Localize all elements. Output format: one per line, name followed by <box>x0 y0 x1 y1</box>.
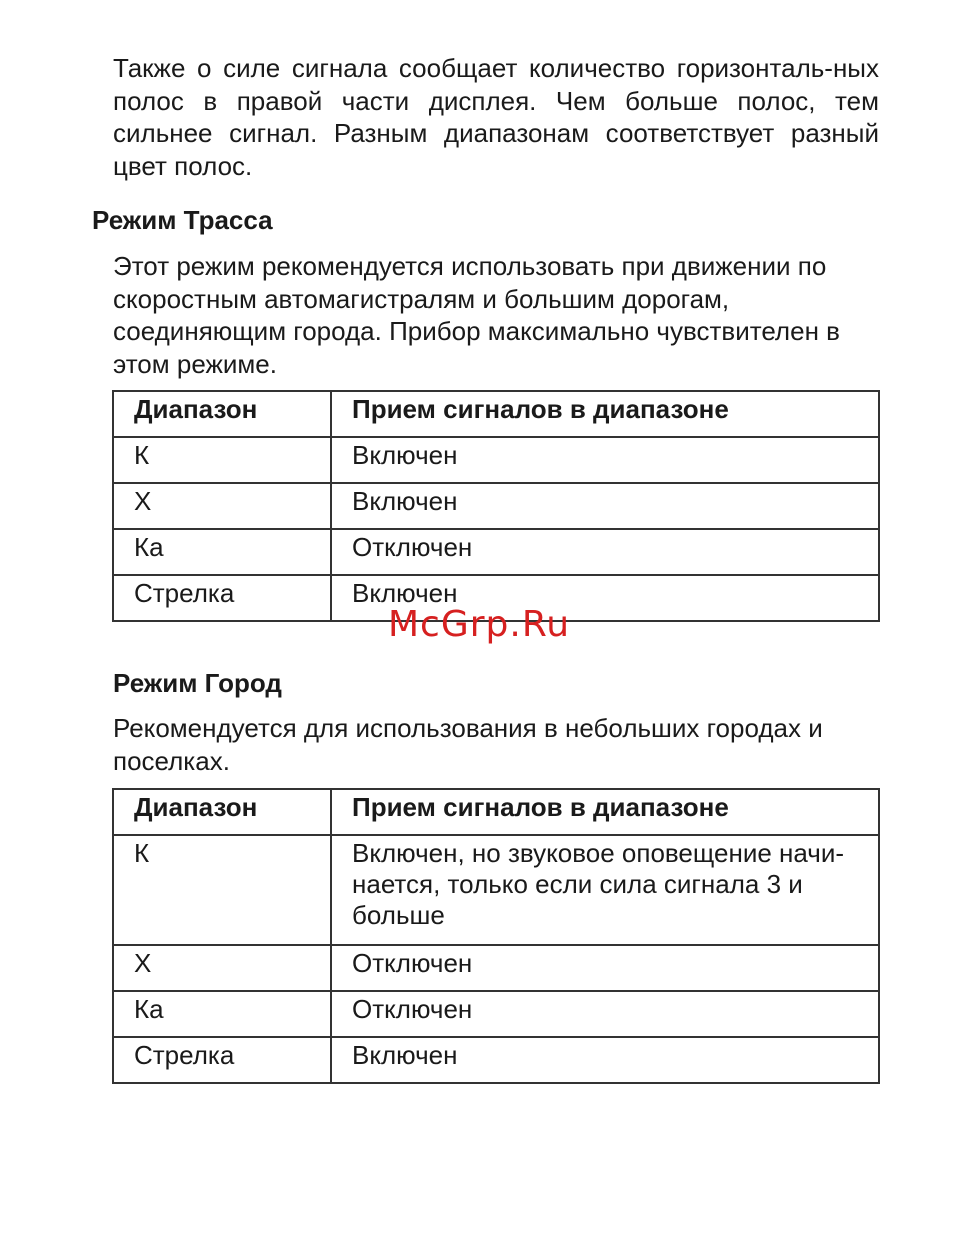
status-cell: Включен <box>331 483 879 529</box>
range-cell: Стрелка <box>113 1037 331 1083</box>
table-row <box>113 945 879 991</box>
range-cell: Х <box>113 483 331 529</box>
range-cell: Х <box>113 945 331 991</box>
city-mode-heading: Режим Город <box>113 668 282 698</box>
status-cell: Включен <box>331 1037 879 1083</box>
table-row <box>113 835 879 945</box>
highway-mode-heading: Режим Трасса <box>92 205 273 235</box>
table-header-row <box>113 391 879 437</box>
highway-mode-description: Этот режим рекомендуется использовать при движении по скоростным автомагистралям и большим дорогам, соединяющим города. Прибор максимально чувствителен в этом режиме. <box>113 251 840 379</box>
status-cell: Отключен <box>331 991 879 1037</box>
highway-mode-table <box>112 390 880 622</box>
range-cell: Ка <box>113 991 331 1037</box>
table-row <box>113 1037 879 1083</box>
table-header-row <box>113 789 879 835</box>
status-cell: Отключен <box>331 945 879 991</box>
header-range: Диапазон <box>113 789 331 835</box>
status-cell: Отключен <box>331 529 879 575</box>
intro-paragraph: Также о силе сигнала сообщает количество горизонталь-ных полос в правой части дисплея. Чем больше полос, тем сильнее сигнал. Разным диапазонам соответствует разный цвет полос. <box>113 53 879 181</box>
header-reception: Прием сигналов в диапазоне <box>331 391 879 437</box>
header-range: Диапазон <box>113 391 331 437</box>
table-row <box>113 991 879 1037</box>
site-watermark: McGrp.Ru <box>388 604 571 645</box>
range-cell: К <box>113 437 331 483</box>
range-cell: Стрелка <box>113 575 331 621</box>
table-row <box>113 483 879 529</box>
status-cell: Включен <box>331 437 879 483</box>
city-mode-table <box>112 788 880 1084</box>
city-mode-description: Рекомендуется для использования в небольших городах и поселках. <box>113 713 823 776</box>
range-cell: К <box>113 835 331 945</box>
table-row <box>113 529 879 575</box>
table-row <box>113 437 879 483</box>
header-reception: Прием сигналов в диапазоне <box>331 789 879 835</box>
status-cell: Включен <box>331 575 879 621</box>
status-cell: Включен, но звуковое оповещение начи-нается, только если сила сигнала 3 и больше <box>331 835 879 945</box>
range-cell: Ка <box>113 529 331 575</box>
